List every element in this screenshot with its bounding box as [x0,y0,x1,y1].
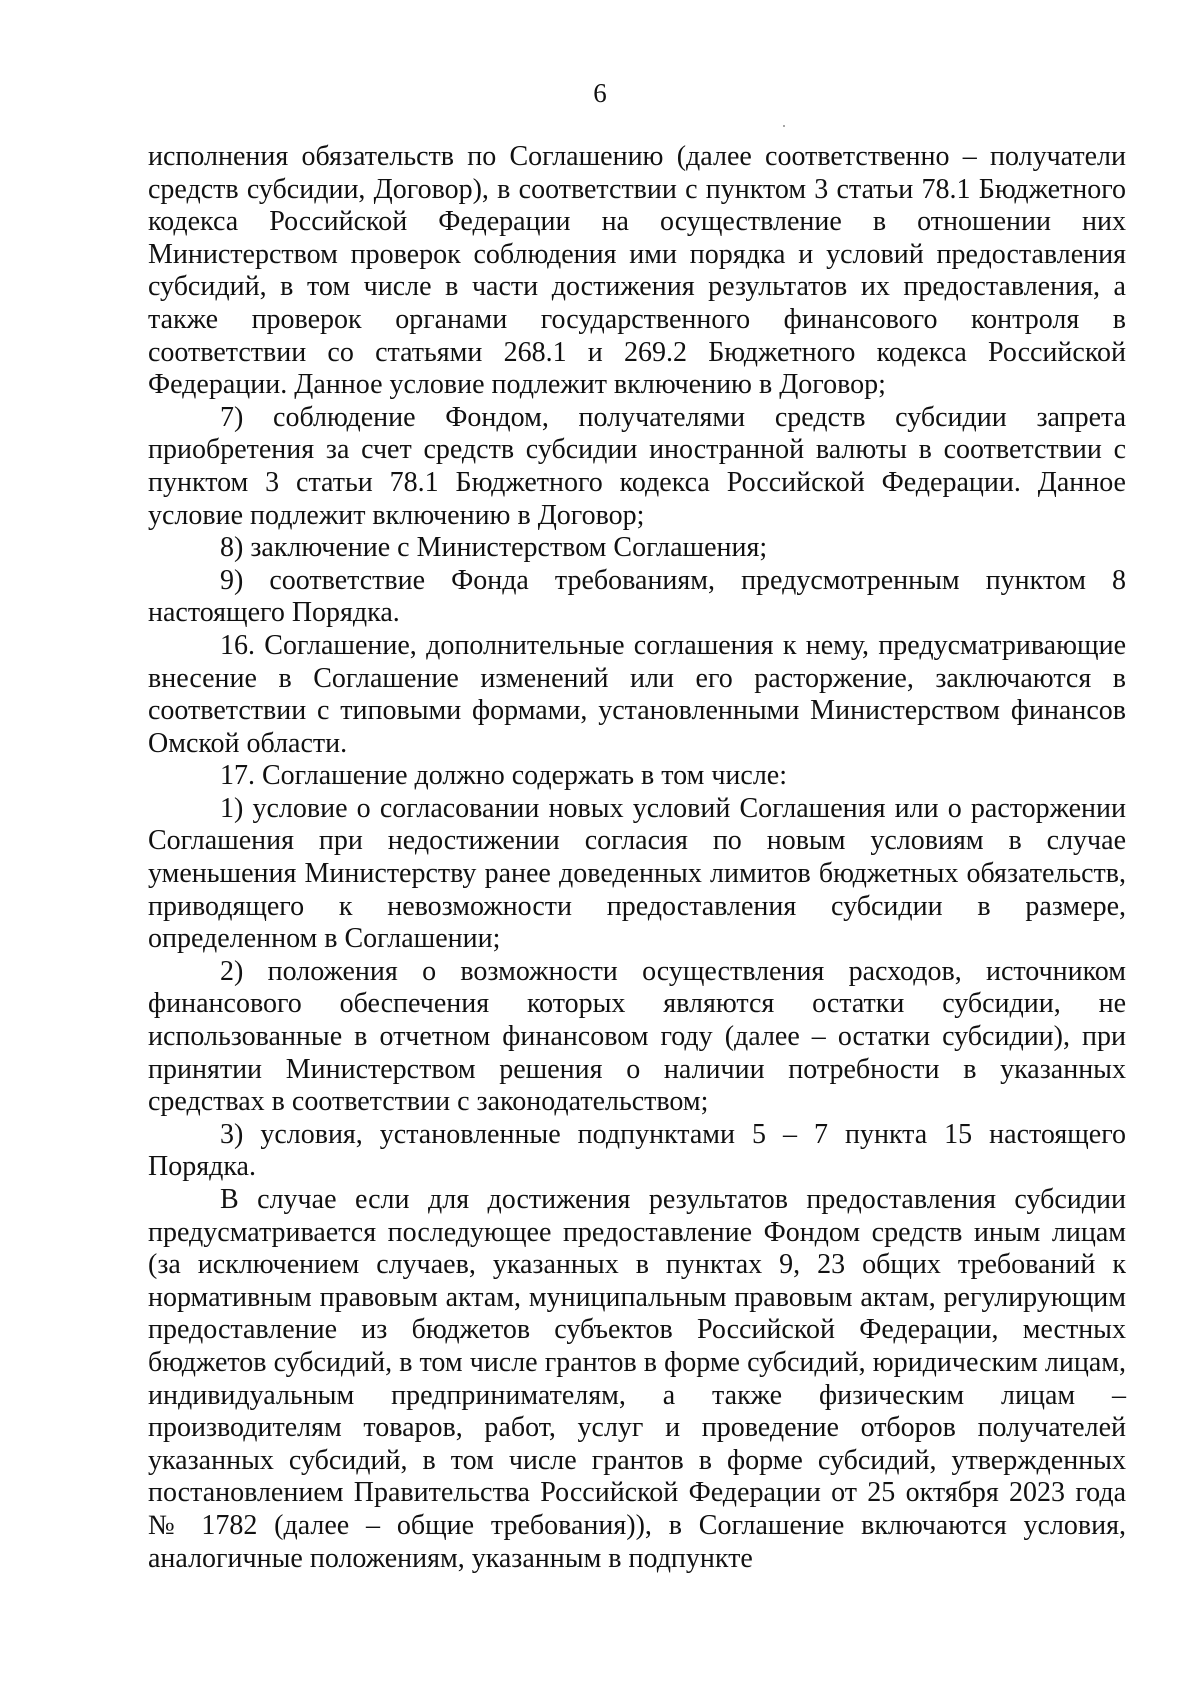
paragraph-item-9: 9) соответствие Фонда требованиям, предусмотренным пунктом 8 настоящего Порядка. [148,564,1126,629]
paragraph-subclause-1: 1) условие о согласовании новых условий Соглашения или о расторжении Соглашения при недостижении согласия по новым условиям в случае уменьшения Министерству ранее доведенных лимитов бюджетных обязательств, приводящего к невозможности предоставления субсидии в размере, определенном в Соглашении; [148,792,1126,955]
scan-speck [783,125,785,127]
page-number: 6 [593,78,607,108]
paragraph-subclause-3: 3) условия, установленные подпунктами 5 – 7 пункта 15 настоящего Порядка. [148,1118,1126,1183]
paragraph-item-8: 8) заключение с Министерством Соглашения; [220,532,768,564]
paragraph-subclause-2: 2) положения о возможности осуществления расходов, источником финансового обеспечения которых являются остатки субсидии, не использованные в отчетном финансовом году (далее – остатки субсидии), при принятии Министерством решения о наличии потребности в указанных средствах в соответствии с законодательством; [148,955,1126,1118]
paragraph-final: В случае если для достижения результатов предоставления субсидии предусматривается последующее предоставление Фондом средств иным лицам (за исключением случаев, указанных в пунктах 9, 23 общих требований к нормативным правовым актам, муниципальным правовым актам, регулирующим предоставление из бюджетов субъектов Российской Федерации, местных бюджетов субсидий, в том числе грантов в форме субсидий, юридическим лицам, индивидуальным предпринимателям, а также физическим лицам – производителям товаров, работ, услуг и проведение отборов получателей указанных субсидий, в том числе грантов в форме субсидий, утвержденных постановлением Правительства Российской Федерации от 25 октября 2023 года № 1782 (далее – общие требования)), в Соглашение включаются условия, аналогичные положениям, указанным в подпункте [148,1184,1126,1574]
document-body [148,141,1126,1575]
paragraph-clause-16: 16. Соглашение, дополнительные соглашения к нему, предусматривающие внесение в Соглашение изменений или его расторжение, заключаются в соответствии с типовыми формами, установленными Министерством финансов Омской области. [148,629,1126,759]
paragraph-continuation: исполнения обязательств по Соглашению (далее соответственно – получатели средств субсидии, Договор), в соответствии с пунктом 3 статьи 78.1 Бюджетного кодекса Российской Федерации на осуществление в отношении них Министерством проверок соблюдения ими порядка и условий предоставления субсидий, в том числе в части достижения результатов их предоставления, а также проверок органами государственного финансового контроля в соответствии со статьями 268.1 и 269.2 Бюджетного кодекса Российской Федерации. Данное условие подлежит включению в Договор; [148,141,1126,401]
paragraph-clause-17: 17. Соглашение должно содержать в том числе: [220,760,787,792]
paragraph-item-7: 7) соблюдение Фондом, получателями средств субсидии запрета приобретения за счет средств субсидии иностранной валюты в соответствии с пунктом 3 статьи 78.1 Бюджетного кодекса Российской Федерации. Данное условие подлежит включению в Договор; [148,401,1126,531]
